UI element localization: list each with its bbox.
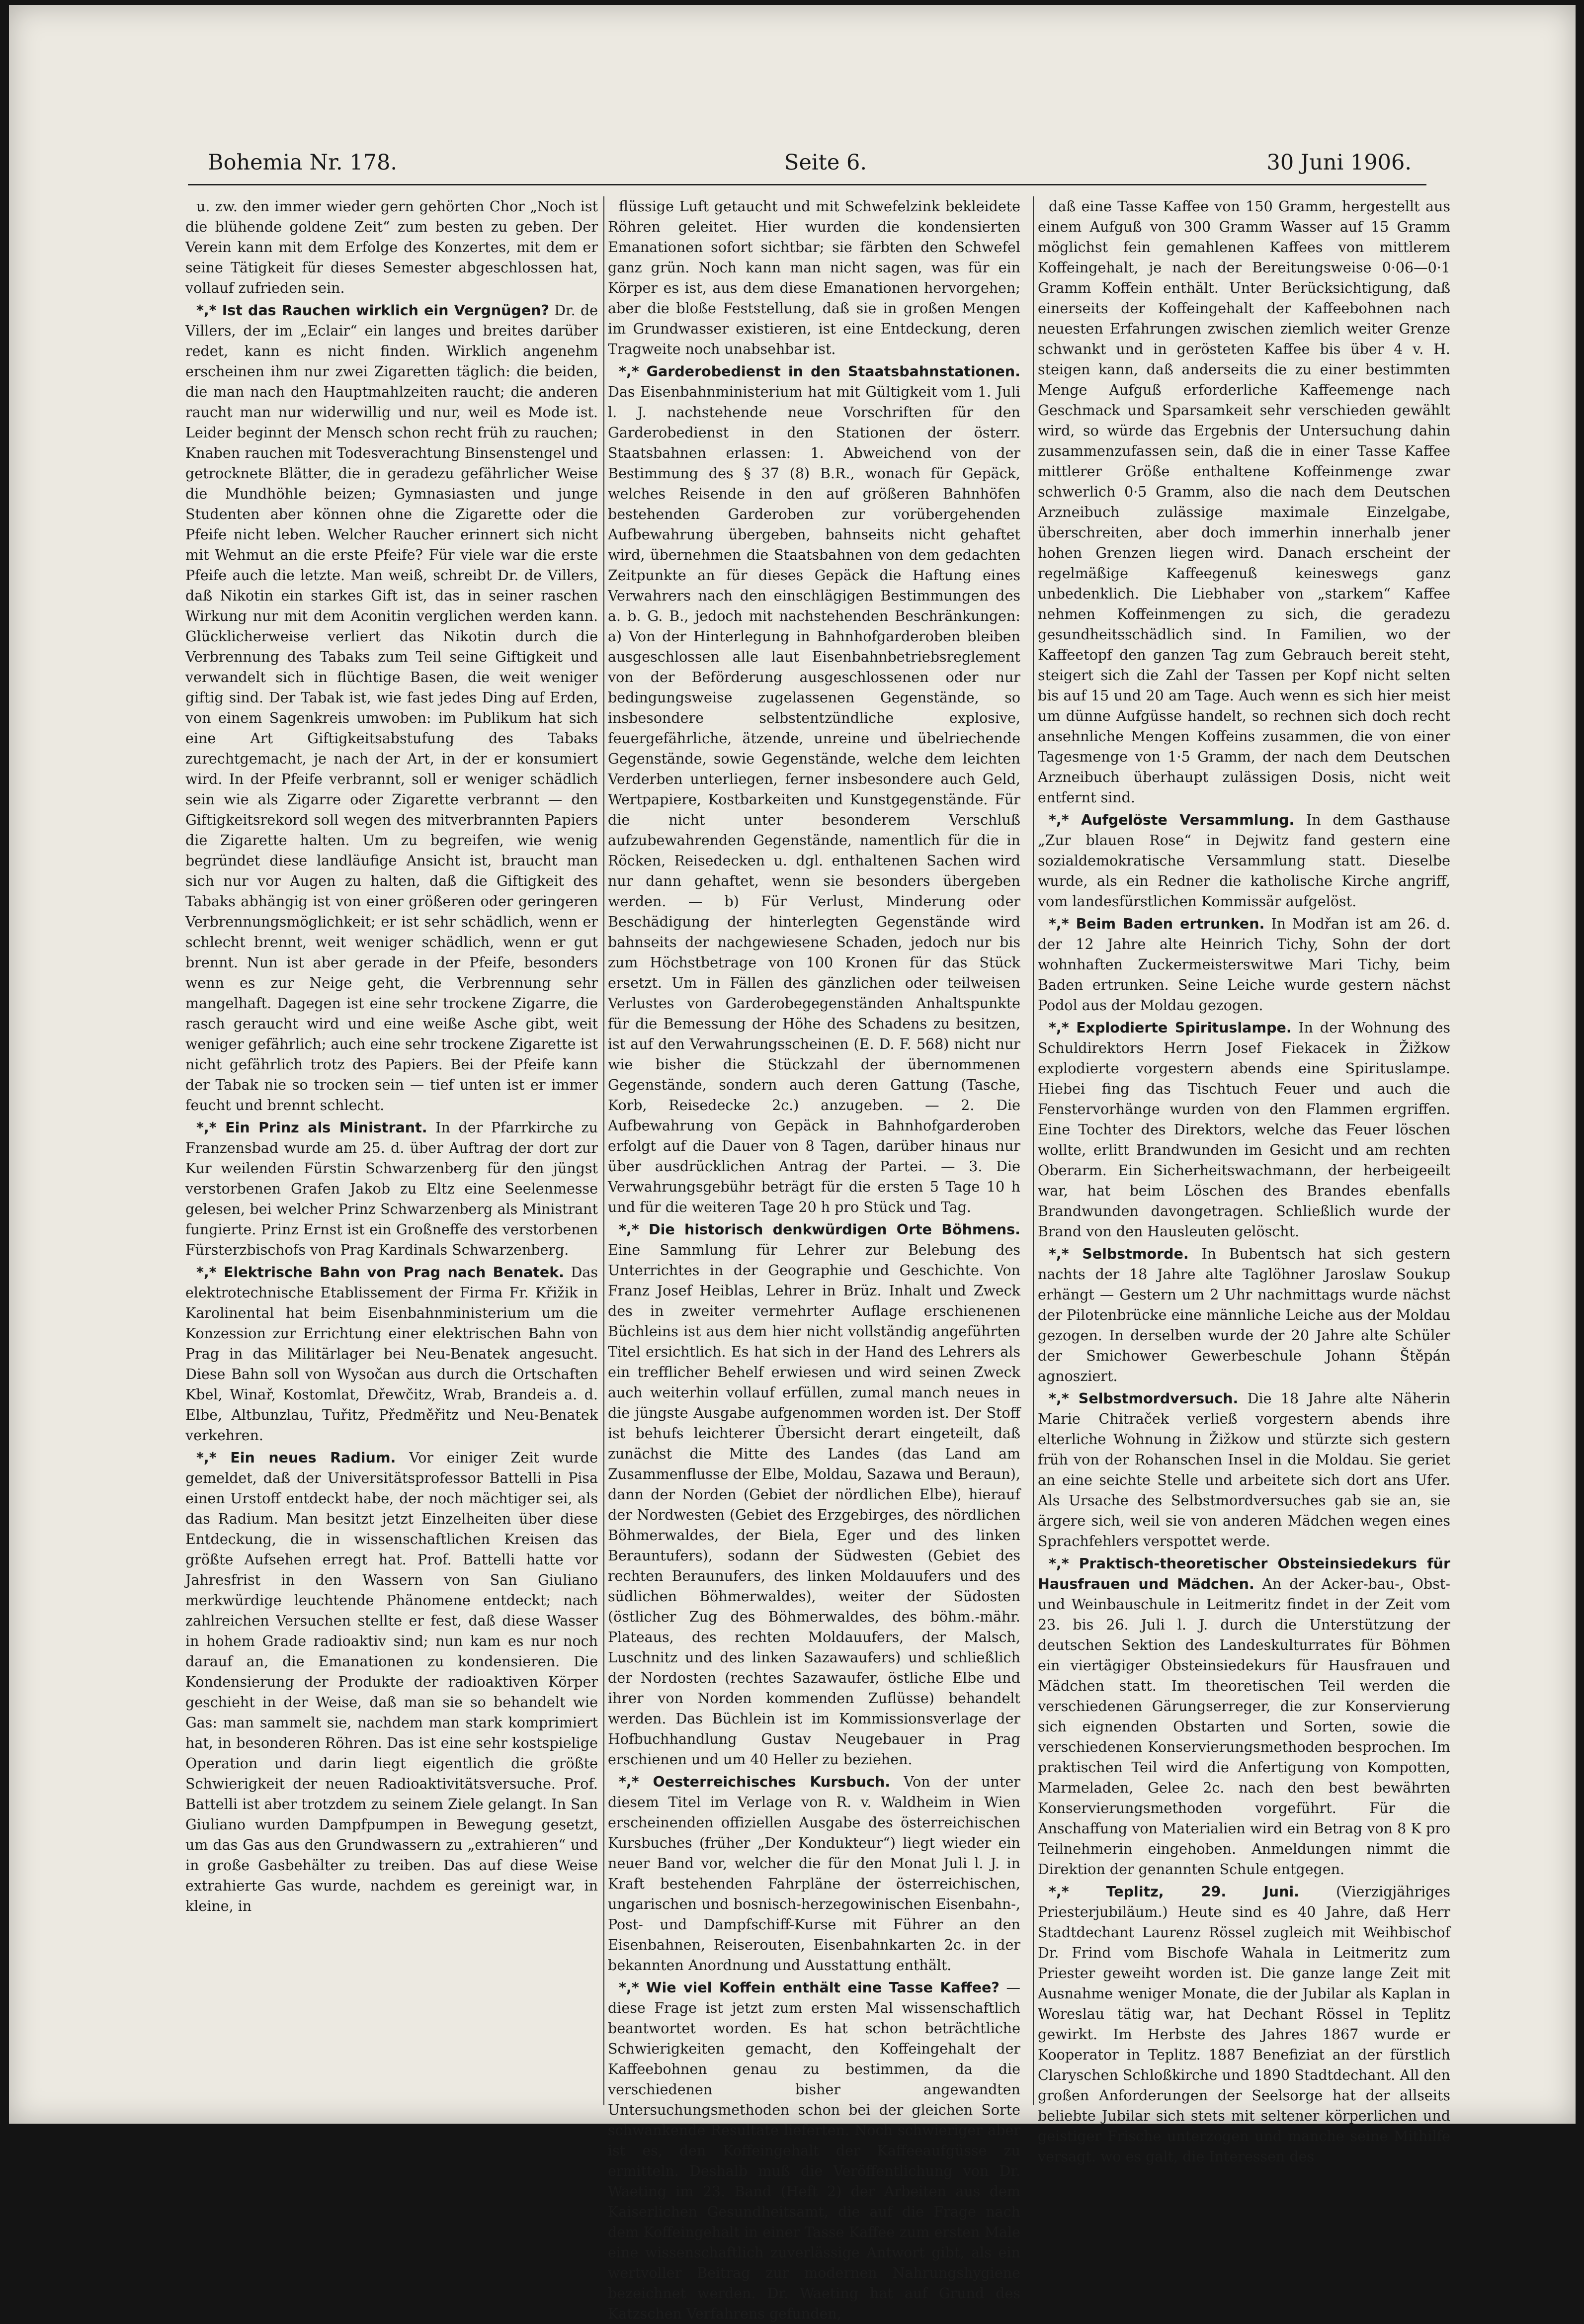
article-text: In der Pfarrkirche zu Franzensbad wurde am 25. d. über Auftrag der dort zur Kur weilenden Fürstin Schwarzenberg für den jüngst verstorbenen Grafen Jakob zu Eltz eine Seelenmesse gelesen, bei welcher Prinz Schwarzenberg als Ministrant fungierte. Prinz Ernst ist ein Großneffe des verstorbenen Fürsterzbischofs von Prag Kardinals Schwarzenberg. <box>185 1119 598 1258</box>
article-paragraph <box>1038 196 1450 808</box>
page-header <box>208 150 1412 185</box>
article-headline: *,* Ist das Rauchen wirklich ein Vergnügen? <box>196 302 549 319</box>
article-paragraph <box>1038 810 1450 912</box>
article-headline: *,* Elektrische Bahn von Prag nach Benatek. <box>196 1264 564 1281</box>
article-paragraph <box>1038 1388 1450 1551</box>
article-text: In der Wohnung des Schuldirektors Herrn Josef Fiekacek in Žižkow explodierte vorgestern abends eine Spirituslampe. Hiebei fing das Tischtuch Feuer und auch die Fenstervorhänge wurden von den Flammen ergriffen. Eine Tochter des Direktors, welche das Feuer löschen wollte, erlitt Brandwunden im Gesicht und am rechten Oberarm. Ein Sicherheitswachmann, der herbeigeeilt war, hat beim Löschen des Brandes ebenfalls Brandwunden davongetragen. Schließlich wurde der Brand von den Hausleuten gelöscht. <box>1038 1020 1450 1240</box>
header-rule <box>188 184 1426 185</box>
article-headline: *,* Ein Prinz als Ministrant. <box>196 1119 427 1136</box>
article-headline: *,* Selbstmordversuch. <box>1049 1390 1239 1407</box>
newspaper-page <box>9 5 1576 2322</box>
article-text: Das Eisenbahnministerium hat mit Gültigkeit vom 1. Juli l. J. nachstehende neue Vorschriften für den Garderobedienst in den Stationen der österr. Staatsbahnen erlassen: 1. Abweichend von der Bestimmung des § 37 (8) B.R., wonach für Gepäck, welches Reisende in den auf größeren Bahnhöfen bestehenden Garderoben zur vorübergehenden Aufbewahrung übergeben, bahnseits nicht gehaftet wird, übernehmen die Staatsbahnen von dem gedachten Zeitpunkte an für dieses Gepäck die Haftung eines Verwahrers nach den einschlägigen Bestimmungen des a. b. G. B., jedoch mit nachstehenden Beschränkungen: a) Von der Hinterlegung in Bahnhofgarderoben bleiben ausgeschlossen alle laut Eisenbahnbetriebsreglement von der Beförderung ausgeschlossenen oder nur bedingungsweise zugelassenen Gegenstände, so insbesondere selbstentzündliche explosive, feuergefährliche, ätzende, unreine und übelriechende Gegenstände, sowie Gegenstände, welche dem leichten Verderben unterliegen, ferner insbesondere auch Geld, Wertpapiere, Kostbarkeiten und Kunstgegenstände. Für die nicht unter besonderem Verschluß aufzubewahrenden Gegenstände, namentlich für die in Röcken, Reisedecken u. dgl. enthaltenen Sachen wird nur dann gehaftet, wenn sie besonders übergeben werden. — b) Für Verlust, Minderung oder Beschädigung der hinterlegten Gegenstände wird bahnseits der nachgewiesene Schaden, jedoch nur bis zum Höchstbetrage von 100 Kronen für das Stück ersetzt. Um in Fällen des gänzlichen oder teilweisen Verlustes von Garderobegegenständen Anhaltspunkte für die Bemessung der Höhe des Schadens zu besitzen, ist auf den Verwahrungsscheinen (E. D. F. 568) nicht nur wie bisher die Stückzahl der übernommenen Gegenstände, sondern auch deren Gattung (Tasche, Korb, Reisedecke 2c.) anzugeben. — 2. Die Aufbewahrung von Gepäck in Bahnhofgarderoben erfolgt auf die Dauer von 8 Tagen, darüber hinaus nur über ausdrücklichen Antrag der Partei. — 3. Die Verwahrungsgebühr beträgt für die ersten 5 Tage 10 h und für die weiteren Tage 20 h pro Stück und Tag. <box>608 384 1020 1215</box>
article-text: Das elektrotechnische Etablissement der Firma Fr. Křižik in Karolinental hat beim Eisenbahnministerium um die Konzession zur Errichtung einer elektrischen Bahn von Prag in das Militärlager bei Neu-Benatek angesucht. Diese Bahn soll von Wysočan aus durch die Ortschaften Kbel, Winař, Kostomlat, Dřewčitz, Wrab, Brandeis a. d. Elbe, Altbunzlau, Tuřitz, Předměřitz und Neu-Benatek verkehren. <box>185 1264 598 1444</box>
article-paragraph <box>1038 914 1450 1016</box>
column-1 <box>185 196 598 2115</box>
article-paragraph <box>185 1448 598 1916</box>
article-paragraph <box>185 1262 598 1446</box>
column-divider <box>603 196 604 2105</box>
column-3 <box>1038 196 1451 2165</box>
article-text: An der Acker-bau-, Obst- und Weinbauschule in Leitmeritz findet in der Zeit vom 23. bis 26. Juli l. J. durch die Unterstützung der deutschen Sektion des Landeskulturrates für Böhmen ein viertägiger Obsteinsiedekurs für Hausfrauen und Mädchen statt. Im theoretischen Teil werden die verschiedenen Gärungserreger, die zur Konservierung sich eignenden Obstarten und Sorten, sowie die verschiedenen Konservierungsmethoden besprochen. Im praktischen Teil wird die Anfertigung von Kompotten, Marmeladen, Gelee 2c. nach den best bewährten Konservierungsmethoden vorgeführt. Für die Anschaffung von Materialien wird ein Betrag von 8 K pro Teilnehmerin eingehoben. Anmeldungen nimmt die Direktion der genannten Schule entgegen. <box>1038 1576 1450 1878</box>
article-headline: *,* Selbstmorde. <box>1049 1246 1189 1262</box>
article-text: Von der unter diesem Titel im Verlage von R. v. Waldheim in Wien erscheinenden offiziellen Ausgabe des österreichischen Kursbuches (früher „Der Kondukteur“) liegt wieder ein neuer Band vor, welcher die für den Monat Juli l. J. in Kraft bestehenden Fahrpläne der österreichischen, ungarischen und bosnisch-herzegowinischen Eisenbahn-, Post- und Dampfschiff-Kurse mit Führer an den Eisenbahnen, Reiserouten, Eisenbahnkarten 2c. in der bekannten Anordnung und Ausstattung enthält. <box>608 1774 1020 1974</box>
article-text: Eine Sammlung für Lehrer zur Belebung des Unterrichtes in der Geographie und Geschichte. Von Franz Josef Heiblas, Lehrer in Brüz. Inhalt und Zweck des in zweiter vermehrter Auflage erschienenen Büchleins ist aus dem hier nicht vollständig angeführten Titel ersichtlich. Es hat sich in der Hand des Lehrers als ein trefflicher Behelf erwiesen und wird seinen Zweck auch weiterhin vollauf erfüllen, zumal manch neues in die jüngste Ausgabe aufgenommen worden ist. Der Stoff ist behufs leichterer Übersicht derart eingeteilt, daß zunächst die Mitte des Landes (das Land am Zusammenflusse der Elbe, Moldau, Sazawa und Beraun), dann der Norden (Gebiet der nördlichen Elbe), hierauf der Nordwesten (Gebiet des Erzgebirges, des nördlichen Böhmerwaldes, der Biela, Eger und des linken Berauntufers), sodann der Südwesten (Gebiet des rechten Beraunufers, des linken Moldauufers und des südlichen Böhmerwaldes), weiter der Südosten (östlicher Zug des Böhmerwaldes, des böhm.-mähr. Plateaus, des rechten Moldauufers, der Malsch, Luschnitz und des linken Sazawaufers) und schließlich der Nordosten (rechtes Sazawaufer, östliche Elbe und ihrer von Norden kommenden Zuflüsse) behandelt werden. Das Büchlein ist im Kommissionsverlage der Hofbuchhandlung Gustav Neugebauer in Prag erschienen und um 40 Heller zu beziehen. <box>608 1242 1020 1768</box>
article-headline: *,* Garderobedienst in den Staatsbahnstationen. <box>619 363 1020 380</box>
article-headline: *,* Beim Baden ertrunken. <box>1049 916 1265 932</box>
header-date: 30 Juni 1906. <box>1266 150 1412 175</box>
article-paragraph <box>608 1219 1020 1770</box>
article-paragraph <box>608 1772 1020 1976</box>
article-text: In Bubentsch hat sich gestern nachts der 18 Jahre alte Taglöhner Jaroslaw Soukup erhängt — Gestern um 2 Uhr nachmittags wurde nächst der Pilotenbrücke eine männliche Leiche aus der Moldau gezogen. In derselben wurde der 20 Jahre alte Schüler der Smichower Gewerbeschule Johann Štěpán agnosziert. <box>1038 1246 1451 1384</box>
article-paragraph <box>1038 1018 1450 1242</box>
article-text: In Modřan ist am 26. d. der 12 Jahre alte Heinrich Tichy, Sohn der dort wohnhaften Zuckermeisterswitwe Mari Tichy, beim Baden ertrunken. Seine Leiche wurde gestern nächst Podol aus der Moldau gezogen. <box>1038 916 1451 1014</box>
article-text: flüssige Luft getaucht und mit Schwefelzink bekleidete Röhren geleitet. Hier wurden die kondensierten Emanationen sofort sichtbar; sie färbten den Schwefel ganz grün. Noch kann man nicht sagen, was für ein Körper es ist, aus dem diese Emanationen hervorgehen; aber die bloße Feststellung, daß sie in großen Mengen im Grundwasser existieren, ist eine Entdeckung, deren Tragweite noch unabsehbar ist. <box>608 198 1020 357</box>
article-paragraph <box>185 1118 598 1260</box>
column-2 <box>608 196 1020 2322</box>
article-headline: *,* Oesterreichisches Kursbuch. <box>619 1774 891 1790</box>
article-text: (Vierzigjähriges Priesterjubiläum.) Heute sind es 40 Jahre, daß Herr Stadtdechant Laurenz Rössel zugleich mit Weihbischof Dr. Frind vom Bischofe Wahala in Leitmeritz zum Priester geweiht worden ist. Die ganze lange Zeit mit Ausnahme weniger Monate, die der Jubilar als Kaplan in Woreslau tätig war, hat Dechant Rössel in Teplitz gewirkt. Im Herbste des Jahres 1867 wurde er Kooperator in Teplitz. 1887 Benefiziat an der fürstlich Claryschen Schloßkirche und 1890 Stadtdechant. All den großen Anforderungen der Seelsorge hat der allseits beliebte Jubilar sich stets mit seltener körperlichen und geistiger Frische unterzogen und manche seine Mithilfe versagt. wo es galt, die Interessen des <box>1038 1884 1451 2165</box>
header-page-number: Seite 6. <box>784 150 867 175</box>
article-headline: *,* Explodierte Spirituslampe. <box>1049 1020 1292 1036</box>
article-text: Die 18 Jahre alte Näherin Marie Chitraček verließ vorgestern abends ihre elterliche Wohnung in Žižkow und stürzte sich gestern früh von der Rohanschen Insel in die Moldau. Sie geriet an eine seichte Stelle und arbeitete sich dort ans Ufer. Als Ursache des Selbstmordversuches gab sie an, sie ärgere sich, weil sie von anderen Mädchen wegen eines Sprachfehlers verspottet werde. <box>1038 1390 1451 1549</box>
article-text: daß eine Tasse Kaffee von 150 Gramm, hergestellt aus einem Aufguß von 300 Gramm Wasser auf 15 Gramm möglichst fein gemahlenen Kaffees von mittlerem Koffeingehalt, je nach der Bereitungsweise 0·06—0·1 Gramm Koffein enthält. Unter Berücksichtigung, daß einerseits der Koffeingehalt der Kaffeebohnen nach neuesten Erfahrungen zwischen ziemlich weiter Grenze schwankt und in gerösteten Kaffee bis über 4 v. H. steigen kann, daß anderseits die zu einer bestimmten Menge Aufguß erforderliche Kaffeemenge nach Geschmack und Sparsamkeit sehr verschieden gewählt wird, so würde das Ergebnis der Untersuchung dahin zusammenzufassen sein, daß die in einer Tasse Kaffee mittlerer Größe enthaltene Koffeinmenge zwar schwerlich 0·5 Gramm, also die nach dem Deutschen Arzneibuch zulässige maximale Einzelgabe, überschreiten, aber doch immerhin innerhalb jener hohen Grenzen liegen wird. Danach erscheint der regelmäßige Kaffeegenuß keineswegs ganz unbedenklich. Die Liebhaber von „starkem“ Kaffee nehmen Koffeinmengen zu sich, die geradezu gesundheitsschädlich sind. In Familien, wo der Kaffeetopf den ganzen Tag zum Gebrauch bereit steht, steigert sich die Zahl der Tassen per Kopf nicht selten bis auf 15 und 20 am Tage. Auch wenn es sich hier meist um dünne Aufgüsse handelt, so rechnen sich doch recht ansehnliche Mengen Koffeins zusammen, die von einer Tagesmenge von 1·5 Gramm, der nach dem Deutschen Arzneibuch überhaupt zulässigen Dosis, nicht weit entfernt sind. <box>1038 198 1450 806</box>
article-paragraph <box>1038 1244 1450 1386</box>
article-headline: *,* Ein neues Radium. <box>196 1450 396 1466</box>
article-paragraph <box>1038 1553 1450 1880</box>
article-text: Vor einiger Zeit wurde gemeldet, daß der Universitätsprofessor Battelli in Pisa einen Urstoff entdeckt habe, der noch mächtiger sei, als das Radium. Man besitzt jetzt Einzelheiten über diese Entdeckung, die in wissenschaftlichen Kreisen das größte Aufsehen erregt hat. Prof. Battelli hatte vor Jahresfrist in den Wassern von San Giuliano merkwürdige leuchtende Phänomene entdeckt; nach zahlreichen Versuchen stellte er fest, daß diese Wasser in hohem Grade radioaktiv sind; nun kam es nur noch darauf an, die Emanationen zu kondensieren. Die Kondensierung der Produkte der radioaktiven Körper geschieht in der Weise, daß man sie so behandelt wie Gas: man sammelt sie, nachdem man stark komprimiert hat, in besonderen Röhren. Das ist eine sehr kostspielige Operation und darin liegt eigentlich die größte Schwierigkeit der neuen Radioaktivitätsversuche. Prof. Battelli ist aber trotzdem zu seinem Ziele gelangt. In San Giuliano wurden Dampfpumpen in Bewegung gesetzt, um das Gas aus den Grundwassern zu „extrahieren“ und in große Gasbehälter zu treiben. Das auf diese Weise extrahierte Gas wurde, nachdem es gereinigt war, in kleine, in <box>185 1450 598 1914</box>
article-headline: *,* Teplitz, 29. Juni. <box>1049 1884 1299 1900</box>
header-masthead: Bohemia Nr. 178. <box>208 150 397 175</box>
column-divider <box>1033 196 1034 2105</box>
article-paragraph <box>608 361 1020 1217</box>
article-paragraph <box>185 196 598 298</box>
article-text: — diese Frage ist jetzt zum ersten Mal wissenschaftlich beantwortet worden. Es hat schon beträchtliche Schwierigkeiten gemacht, den Koffeingehalt der Kaffeebohnen genau zu bestimmen, da die verschiedenen bisher angewandten Untersuchungsmethoden schon bei der gleichen Sorte schwankende Resultate lieferten. Noch schwieriger aber ist es, den Koffeingehalt der Kaffeeaufgüsse zu ermitteln. Deshalb muß die Veröffentlichung von Dr. Waeting im 23. Band (Heft 2) der Arbeiten aus dem Kaiserlichen Gesundheitsamt, die auf die Frage nach dem Koffeingehalt in einer Tasse Kaffee zum ersten Male eine wissenschaftlich zuverlässige Antwort gibt, als ein wertvoller Beitrag zur modernen Nahrungshygiene bezeichnet werden. Dr. Waeting hat auf Grund des Katzschen Verfahrens gefunden, <box>608 1980 1020 2322</box>
article-text: Dr. de Villers, der im „Eclair“ ein langes und breites darüber redet, kann es nicht finden. Wirklich angenehm erscheinen ihm nur zwei Zigaretten täglich: die beiden, die man nach den Hauptmahlzeiten raucht; die anderen raucht man nur widerwillig und nur, weil es Mode ist. Leider beginnt der Mensch schon recht früh zu rauchen; Knaben rauchen mit Todesverachtung Binsenstengel und getrocknete Blätter, die in geradezu gefährlicher Weise die Mundhöhle beizen; Gymnasiasten und junge Studenten aber können ohne die Zigarette oder die Pfeife nicht leben. Welcher Raucher erinnert sich nicht mit Wehmut an die erste Pfeife? Für viele war die erste Pfeife auch die letzte. Man weiß, schreibt Dr. de Villers, daß Nikotin ein starkes Gift ist, das in seiner raschen Wirkung nur mit dem Aconitin verglichen werden kann. Glücklicherweise verliert das Nikotin durch die Verbrennung des Tabaks zum Teil seine Giftigkeit und verwandelt sich in flüchtige Basen, die weit weniger giftig sind. Der Tabak ist, wie fast jedes Ding auf Erden, von einem Sagenkreis umwoben: im Publikum hat sich eine Art Giftigkeitsabstufung des Tabaks zurechtgemacht, je nach der Art, in der er konsumiert wird. In der Pfeife verbrannt, soll er weniger schädlich sein wie als Zigarre oder Zigarette verbrannt — den Giftigkeitsrekord soll wegen des mitverbrannten Papiers die Zigarette halten. Um zu begreifen, wie wenig begründet diese landläufige Ansicht ist, braucht man sich nur vor Augen zu halten, daß die Giftigkeit des Tabaks abhängig ist von einer größeren oder geringeren Verbrennungsmöglichkeit; er ist sehr schädlich, wenn er schlecht brennt, weit weniger schädlich, wenn er gut brennt. Nun ist aber gerade in der Pfeife, besonders wenn es zur Neige geht, die Verbrennung sehr mangelhaft. Dagegen ist eine sehr trockene Zigarre, die rasch geraucht wird und eine weiße Asche gibt, weit weniger gefährlich; auch eine sehr trockene Zigarette ist nicht gefährlich trotz des Papiers. Bei der Pfeife kann der Tabak nie so trocken sein — tief unten ist er immer feucht und brennt schlecht. <box>185 302 598 1114</box>
article-paragraph <box>1038 1882 1450 2167</box>
article-headline: *,* Die historisch denkwürdigen Orte Böhmens. <box>619 1221 1020 1238</box>
article-headline: *,* Aufgelöste Versammlung. <box>1049 812 1295 828</box>
article-paragraph <box>185 300 598 1116</box>
article-paragraph <box>608 196 1020 359</box>
article-headline: *,* Wie viel Koffein enthält eine Tasse Kaffee? <box>619 1980 1000 1996</box>
article-paragraph <box>608 1978 1020 2324</box>
article-headline: *,* Praktisch-theoretischer Obsteinsiedekurs für Hausfrauen und Mädchen. <box>1038 1555 1450 1592</box>
article-text: In dem Gasthause „Zur blauen Rose“ in Dejwitz fand gestern eine sozialdemokratische Versammlung statt. Dieselbe wurde, als ein Redner die katholische Kirche angriff, vom landesfürstlichen Kommissär aufgelöst. <box>1038 812 1450 910</box>
article-text: u. zw. den immer wieder gern gehörten Chor „Noch ist die blühende goldene Zeit“ zum besten zu geben. Der Verein kann mit dem Erfolge des Konzertes, mit dem er seine Tätigkeit für dieses Semester abgeschlossen hat, vollauf zufrieden sein. <box>185 198 598 296</box>
